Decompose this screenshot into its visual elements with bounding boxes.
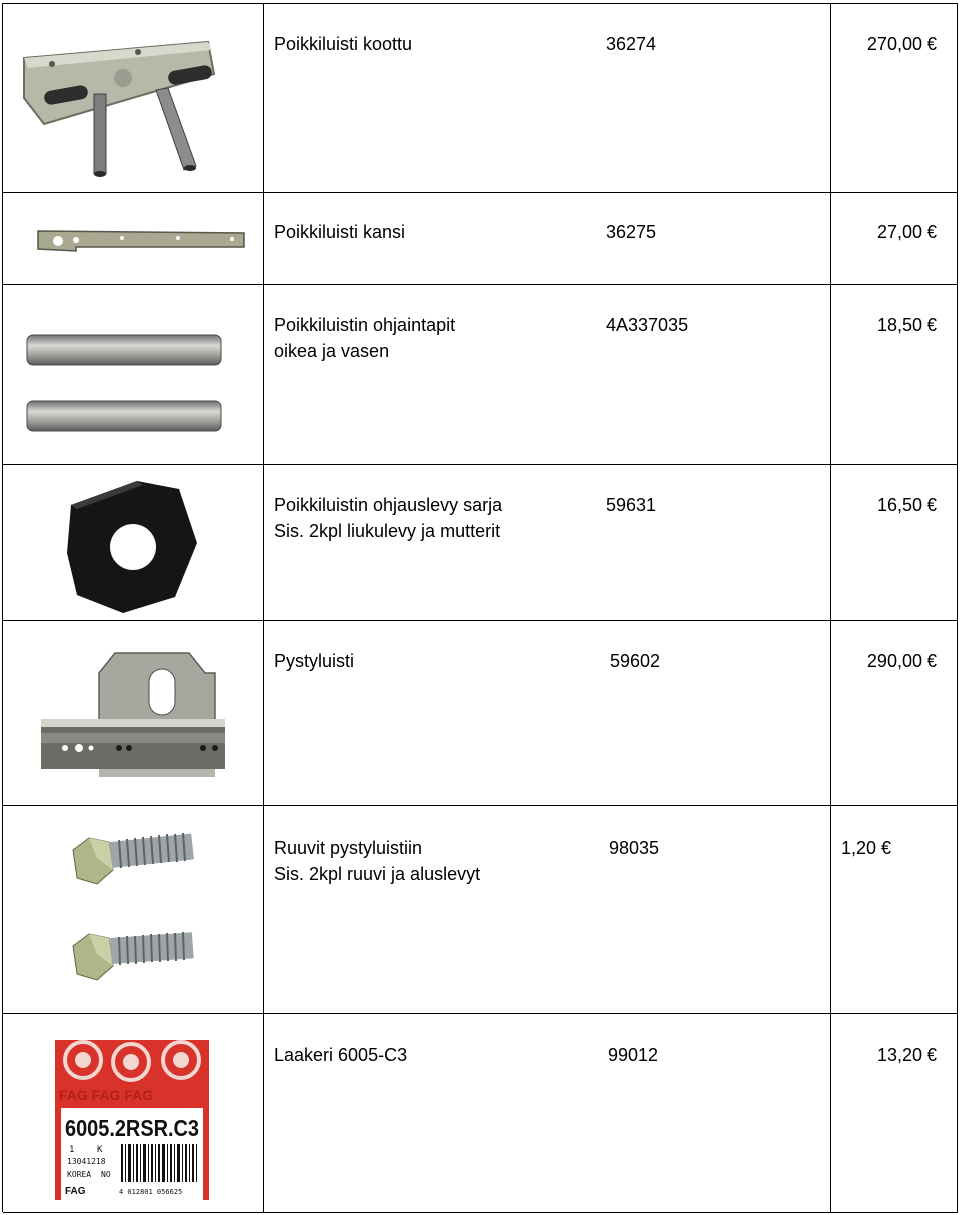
- part-name: Poikkiluisti kansi: [274, 222, 406, 242]
- part-price: 1,20 €: [841, 838, 892, 858]
- barcode-number: 4 012801 056625: [119, 1188, 183, 1196]
- price-cell: [831, 285, 958, 464]
- part-code: 59631: [606, 495, 657, 515]
- table-row: [3, 621, 958, 806]
- part-price: 13,20 €: [876, 1045, 937, 1065]
- part-name: Poikkiluisti koottu: [274, 34, 413, 54]
- part-code: 99012: [608, 1045, 659, 1065]
- description-cell: [264, 193, 831, 284]
- price-cell: [831, 193, 958, 284]
- table-row: [3, 1014, 958, 1213]
- part-note: oikea ja vasen: [274, 341, 390, 361]
- bearing-batch: 13041218: [67, 1157, 106, 1166]
- guide-plate-photo: [63, 479, 203, 615]
- image-cell: [3, 465, 264, 620]
- table-row: [3, 285, 958, 465]
- description-cell: [264, 4, 831, 192]
- part-price: 18,50 €: [876, 315, 937, 335]
- bolts-photo: [69, 824, 199, 1002]
- table-row: [3, 4, 958, 193]
- part-name: Pystyluisti: [274, 651, 355, 671]
- bearing-qty-unit: K: [97, 1145, 103, 1155]
- bearing-origin: KOREA: [67, 1170, 92, 1179]
- part-name: Laakeri 6005-C3: [274, 1045, 408, 1065]
- parts-table: [2, 3, 958, 1212]
- part-price: 270,00 €: [866, 34, 937, 54]
- part-name: Ruuvit pystyluistiin: [274, 838, 423, 858]
- description-cell: [264, 806, 831, 1013]
- fag-brand: FAG: [65, 1186, 86, 1197]
- description-cell: [264, 621, 831, 805]
- part-name: Poikkiluistin ohjauslevy sarja: [274, 495, 503, 515]
- table-row: [3, 193, 958, 285]
- image-cell: [3, 285, 264, 464]
- bearing-origin-flag: NO: [101, 1170, 111, 1179]
- price-cell: [831, 1014, 958, 1212]
- bearing-qty: 1: [69, 1145, 75, 1155]
- part-name: Poikkiluistin ohjaintapit: [274, 315, 456, 335]
- price-cell: [831, 465, 958, 620]
- bearing-box-photo: [55, 1040, 209, 1200]
- image-cell: [3, 4, 264, 192]
- price-cell: [831, 621, 958, 805]
- part-code: 36274: [606, 34, 657, 54]
- description-cell: [264, 465, 831, 620]
- description-cell: [264, 285, 831, 464]
- part-code: 4A337035: [606, 315, 689, 335]
- image-cell: [3, 1014, 264, 1212]
- part-note: Sis. 2kpl ruuvi ja aluslevyt: [274, 864, 481, 884]
- guide-pins-photo: [25, 331, 225, 435]
- description-cell: [264, 1014, 831, 1212]
- part-price: 290,00 €: [866, 651, 937, 671]
- image-cell: [3, 806, 264, 1013]
- price-cell: [831, 4, 958, 192]
- price-cell: [831, 806, 958, 1013]
- part-note: Sis. 2kpl liukulevy ja mutterit: [274, 521, 501, 541]
- table-row: [3, 806, 958, 1014]
- part-price: 16,50 €: [876, 495, 937, 515]
- cover-plate-photo: [36, 227, 248, 255]
- fag-logo-lettering: FAG FAG FAG: [59, 1087, 154, 1103]
- crossbar-assembly-photo: [18, 38, 218, 178]
- table-row: [3, 465, 958, 621]
- part-code: 59602: [610, 651, 661, 671]
- part-price: 27,00 €: [876, 222, 937, 242]
- part-code: 98035: [609, 838, 660, 858]
- bearing-model: 6005.2RSR.C3: [65, 1115, 199, 1141]
- part-code: 36275: [606, 222, 657, 242]
- vertical-slide-photo: [39, 647, 227, 779]
- image-cell: [3, 193, 264, 284]
- image-cell: [3, 621, 264, 805]
